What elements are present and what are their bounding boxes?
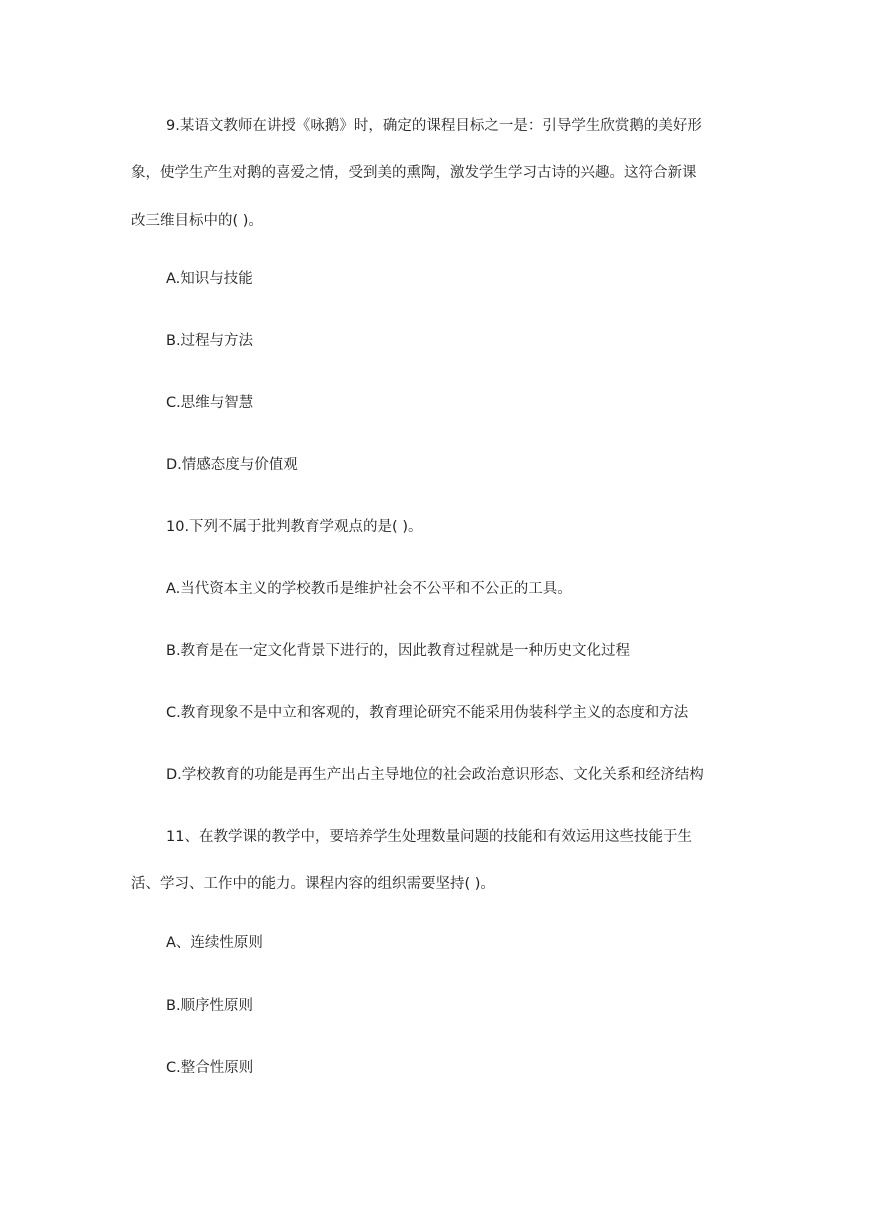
- question-10-stem-line-1: 10.下列不属于批判教育学观点的是( )。: [166, 519, 423, 535]
- question-9-option-a: A.知识与技能: [166, 271, 253, 287]
- question-9-option-d: D.情感态度与价值观: [166, 457, 298, 473]
- question-9-option-b: B.过程与方法: [166, 333, 254, 349]
- question-10-option-c: C.教育现象不是中立和客观的，教育理论研究不能采用伪装科学主义的态度和方法: [166, 705, 689, 721]
- question-10-option-d: D.学校教育的功能是再生产出占主导地位的社会政治意识形态、文化关系和经济结构: [166, 767, 704, 783]
- question-9-option-c: C.思维与智慧: [166, 395, 254, 411]
- question-9-stem-line-3: 改三维目标中的( )。: [131, 213, 263, 229]
- question-11-option-c: C.整合性原则: [166, 1060, 254, 1076]
- question-9-stem-line-1: 9.某语文教师在讲授《咏鹅》时，确定的课程目标之一是：引导学生欣赏鹅的美好形: [166, 118, 702, 134]
- question-11-stem-line-2: 活、学习、工作中的能力。课程内容的组织需要坚持( )。: [131, 876, 495, 892]
- question-10-option-a: A.当代资本主义的学校教币是维护社会不公平和不公正的工具。: [166, 581, 572, 597]
- question-10-option-b: B.教育是在一定文化背景下进行的，因此教育过程就是一种历史文化过程: [166, 643, 631, 659]
- question-11-option-b: B.顺序性原则: [166, 998, 254, 1014]
- question-11-option-a: A、连续性原则: [166, 935, 263, 951]
- question-9-stem-line-2: 象，使学生产生对鹅的喜爱之情，受到美的熏陶，激发学生学习古诗的兴趣。这符合新课: [131, 165, 697, 181]
- question-11-stem-line-1: 11、在教学课的教学中，要培养学生处理数量问题的技能和有效运用这些技能于生: [166, 829, 692, 845]
